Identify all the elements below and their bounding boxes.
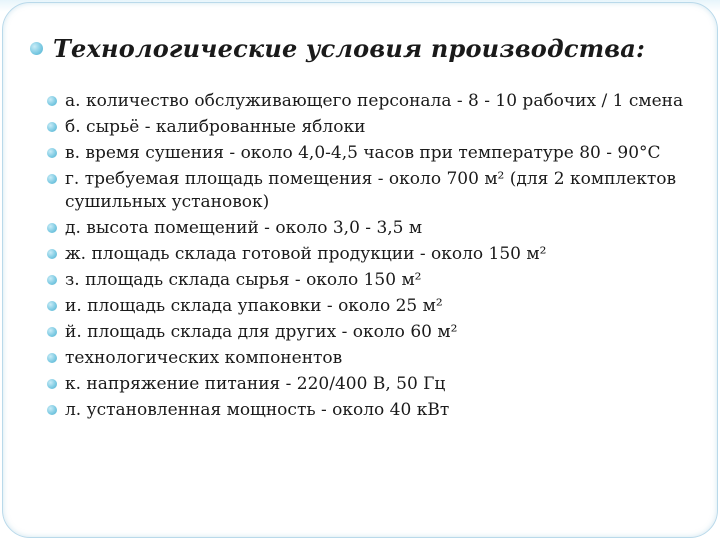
list-item-text: а. количество обслуживающего персонала - 8 - 10 рабочих / 1 смена (65, 91, 684, 111)
bullet-icon (47, 353, 57, 363)
bullet-icon (47, 327, 57, 337)
bullet-icon (47, 249, 57, 259)
list-item (47, 347, 707, 370)
list-item (47, 217, 707, 240)
list-item (47, 321, 707, 344)
list-item-text: в. время сушения - около 4,0-4,5 часов при температуре 80 - 90°С (65, 143, 661, 163)
bullet-icon (47, 148, 57, 158)
list-item-text: з. площадь склада сырья - около 150 м² (65, 270, 422, 290)
slide-title: Технологические условия производства: (53, 33, 646, 63)
list-item-text: й. площадь склада для других - около 60 м² (65, 322, 458, 342)
bullet-icon (47, 96, 57, 106)
bullet-icon (47, 379, 57, 389)
list-item (47, 373, 707, 396)
bullet-icon (30, 42, 43, 55)
list-item (47, 269, 707, 292)
list-item (47, 90, 707, 113)
list-item (47, 116, 707, 139)
bullet-icon (47, 122, 57, 132)
list-item-text: л. установленная мощность - около 40 кВт (65, 400, 450, 420)
list-item-text: д. высота помещений - около 3,0 - 3,5 м (65, 218, 423, 238)
bullet-icon (47, 174, 57, 184)
list-item (47, 295, 707, 318)
list-item-text: б. сырьё - калиброванные яблоки (65, 117, 366, 137)
list-item (47, 399, 707, 422)
bullet-icon (47, 223, 57, 233)
title-row (30, 28, 710, 68)
list-item (47, 142, 707, 165)
bullet-list (47, 90, 707, 425)
list-item-text: г. требуемая площадь помещения - около 700 м² (для 2 комплектов сушильных установок) (65, 169, 677, 212)
list-item-text: ж. площадь склада готовой продукции - около 150 м² (65, 244, 547, 264)
list-item (47, 243, 707, 266)
bullet-icon (47, 275, 57, 285)
bullet-icon (47, 405, 57, 415)
list-item-text: к. напряжение питания - 220/400 В, 50 Гц (65, 374, 446, 394)
list-item (47, 168, 707, 214)
list-item-text: и. площадь склада упаковки - около 25 м² (65, 296, 443, 316)
bullet-icon (47, 301, 57, 311)
list-item-text: технологических компонентов (65, 348, 343, 368)
